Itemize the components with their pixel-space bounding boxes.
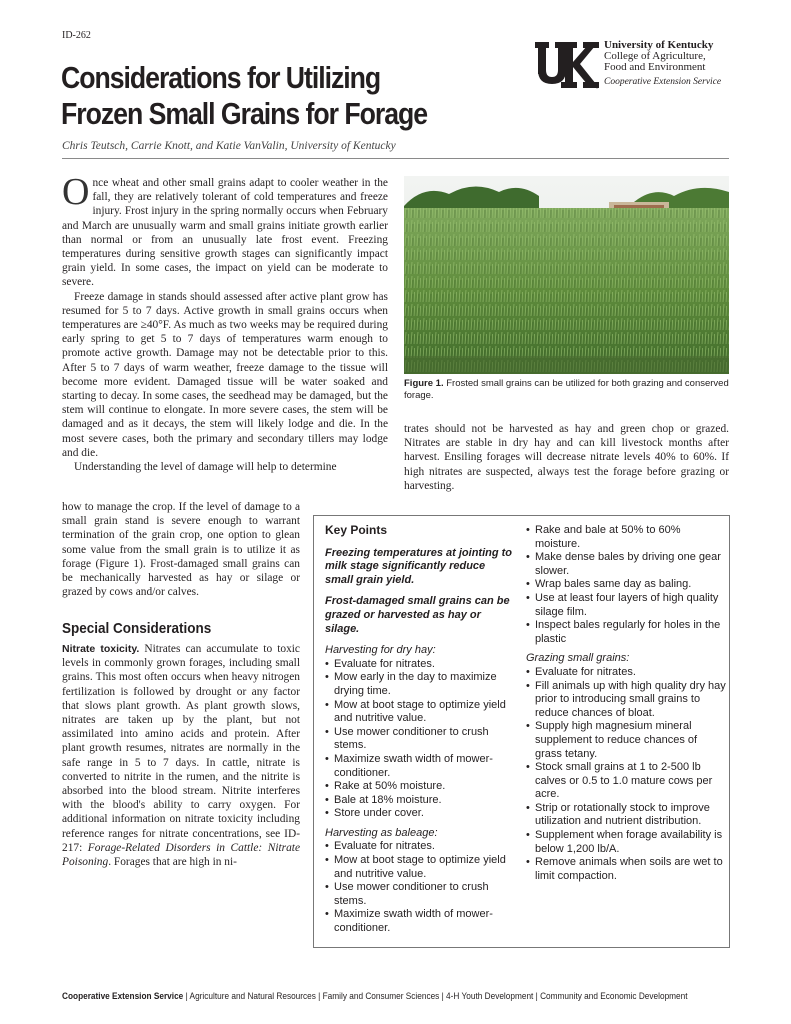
figure-caption-text: Frosted small grains can be utilized for both grazing and conserved forage. [404, 378, 729, 401]
figure-label: Figure 1. [404, 378, 444, 389]
nitrate-reference: Forage-Related Disorders in Cattle: Nitrate Poisoning [62, 841, 300, 869]
footer [62, 991, 688, 1002]
baleage-list-continued [526, 524, 726, 646]
list-item: • Mow early in the day to maximize drying time. [325, 671, 515, 698]
list-item: • Strip or rotationally stock to improve utilization and nutrient distribution. [526, 802, 726, 829]
nitrate-tail: . Forages that are high in ni- [108, 856, 237, 869]
grazing-heading: Grazing small grains: [526, 652, 630, 665]
list-item: • Make dense bales by driving one gear slower. [526, 551, 726, 578]
figure-caption [404, 378, 729, 402]
intro-paragraph-1-text: nce wheat and other small grains adapt to cooler weather in the fall, they are relatively tolerant of cold temperatures and freeze injury. Frost injury in the spring normally occurs when February and March are unusually warm and small grains initiate growth earlier than normal or from an unusually late frost event. Freezing temperatures during sensitive growth stages can significantly impact grain yield. In some cases, the impact on yield can be moderate to severe. [62, 177, 388, 289]
baleage-heading: Harvesting as baleage: [325, 826, 438, 839]
list-item: • Inspect bales regularly for holes in the plastic [526, 619, 726, 646]
key-points-right-column [526, 524, 726, 889]
list-item: • Use at least four layers of high quality silage film. [526, 592, 726, 619]
footer-programs: | Agriculture and Natural Resources | Family and Consumer Sciences | 4-H Youth Development | Community and Economic Development [183, 991, 688, 1002]
key-points-heading: Key Points [325, 523, 388, 537]
university-name: University of Kentucky [604, 39, 714, 51]
list-item: • Rake at 50% moisture. [325, 780, 515, 794]
list-item: • Mow at boot stage to optimize yield and nutritive value. [325, 854, 515, 881]
list-item: • Store under cover. [325, 807, 515, 821]
intro-paragraph-1 [62, 171, 388, 290]
nitrate-toxicity-text: Nitrates can accumulate to toxic levels in commonly grown forages, including small grains. This most often occurs when heavy nitrogen fertilization is followed by drought or any factor that slows plant growth. As plant growth slows, nitrates are taken up by the plant, but not assimilated into amino acids and protein. After plant growth resumes, nitrates are normally in the safe range in 5 to 7 days. In cattle, nitrate is converted to nitrite in the rumen, and the nitrite is absorbed into the blood stream. Nitrite interferes with the blood's ability to carry oxygen. For additional information on nitrate toxicity including reference ranges for nitrate concentrations, see ID-217: [62, 643, 300, 854]
title-line-1: Considerations for Utilizing [61, 60, 381, 95]
intro-section [62, 171, 388, 474]
nitrate-continued-paragraph: trates should not be harvested as hay and green chop or grazed. Nitrates are stable in dry hay and can kill livestock months after harvest. Ensiling forages will decrease nitrate levels 40% to 60%. If high nitrates are suspected, always test the forage before grazing or harvesting. [404, 423, 729, 492]
list-item: • Supplement when forage availability is below 1,200 lb/A. [526, 829, 726, 856]
baleage-list [325, 840, 515, 935]
list-item: • Evaluate for nitrates. [325, 840, 515, 854]
nitrate-toxicity-lead: Nitrate toxicity. [62, 643, 140, 655]
grazing-list [526, 666, 726, 884]
college-line-1: College of Agriculture, [604, 50, 706, 62]
list-item: • Remove animals when soils are wet to limit compaction. [526, 856, 726, 883]
list-item: • Bale at 18% moisture. [325, 794, 515, 808]
extension-service: Cooperative Extension Service [604, 77, 722, 87]
list-item: • Maximize swath width of mower-conditioner. [325, 908, 515, 935]
hay-heading: Harvesting for dry hay: [325, 644, 436, 657]
authors: Chris Teutsch, Carrie Knott, and Katie VanValin, University of Kentucky [62, 140, 396, 152]
frosted-wheat-field-photo [404, 176, 729, 374]
intro-paragraph-3-start: Understanding the level of damage will help to determine [74, 461, 337, 474]
key-points-left-column [325, 524, 515, 942]
list-item: • Use mower conditioner to crush stems. [325, 881, 515, 908]
header-divider [62, 158, 729, 159]
drop-cap: O [62, 171, 90, 213]
nitrate-toxicity-paragraph [62, 642, 300, 869]
intro-paragraph-2: Freeze damage in stands should assessed after active plant grow has resumed for 5 to 7 days. Active growth in small grains occurs when temperatures are ≥40°F. As much as two weeks may be required during early spring to get 5 to 7 days of temperatures warm enough to promote active growth. Damage may not be detectable prior to this. After 5 to 7 days of warm weather, freeze damage to the tissue will become more evident. Damaged tissue will be water soaked and starting to decay. In some cases, the seedhead may be damaged, but the stem will continue to elongate. In more severe cases, the stem will be damaged and as it decays, the stem will likely lodge and die. In the most severe cases, both the primary and secondary tillers may lodge and die. [62, 290, 388, 459]
college-line-2: Food and Environment [604, 61, 706, 73]
title-line-2: Frozen Small Grains for Forage [61, 96, 428, 131]
special-considerations-heading: Special Considerations [62, 620, 212, 637]
list-item: • Evaluate for nitrates. [526, 666, 726, 680]
list-item: • Stock small grains at 1 to 2-500 lb calves or 0.5 to 1.0 mature cows per acre. [526, 761, 726, 802]
university-block [604, 40, 721, 88]
list-item: • Rake and bale at 50% to 60% moisture. [526, 524, 726, 551]
key-point-frost-damaged: Frost-damaged small grains can be grazed or harvested as hay or silage. [325, 595, 510, 635]
document-id: ID-262 [62, 30, 91, 41]
list-item: • Fill animals up with high quality dry hay prior to introducing small grains to reduce chances of bloat. [526, 680, 726, 721]
list-item: • Maximize swath width of mower-conditioner. [325, 753, 515, 780]
uk-logo-icon [535, 40, 599, 90]
list-item: • Supply high magnesium mineral supplement to reduce chances of grass tetany. [526, 720, 726, 761]
list-item: • Wrap bales same day as baling. [526, 578, 726, 592]
list-item: • Use mower conditioner to crush stems. [325, 726, 515, 753]
intro-paragraph-3-rest: how to manage the crop. If the level of damage to a small grain stand is severe enough to warrant termination of the grain crop, one option to glean some value from the small grain is to utilize it as forage (Figure 1). Frost-damaged small grains can be mechanically harvested as hay or silage or grazed by cows and/or calves. [62, 501, 300, 599]
key-point-freezing: Freezing temperatures at jointing to milk stage significantly reduce small grain yield. [325, 546, 513, 586]
list-item: • Mow at boot stage to optimize yield and nutritive value. [325, 699, 515, 726]
footer-service: Cooperative Extension Service [62, 991, 184, 1002]
hay-list [325, 658, 515, 821]
page-title [61, 60, 431, 132]
list-item: • Evaluate for nitrates. [325, 658, 515, 672]
